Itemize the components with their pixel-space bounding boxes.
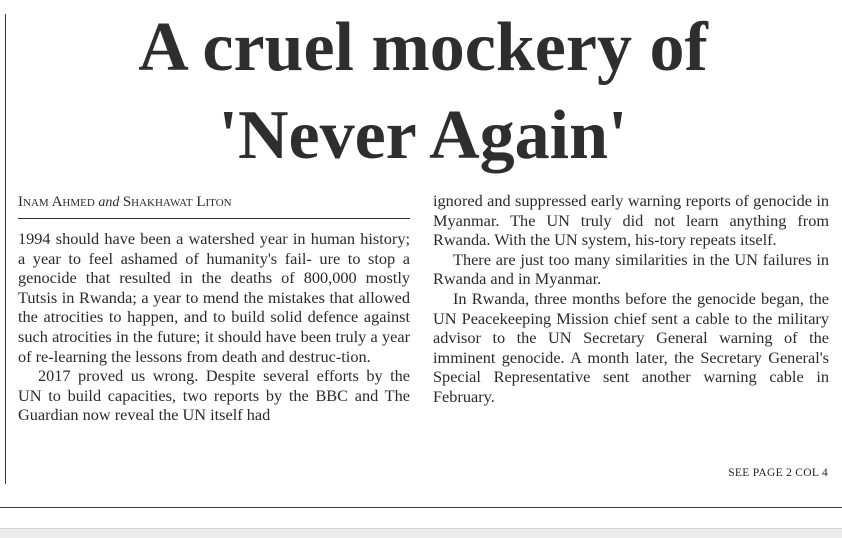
- byline-conjunction: and: [98, 195, 120, 210]
- byline-author-2: Shakhawat Liton: [122, 194, 232, 210]
- left-column-rule: [5, 14, 6, 484]
- bottom-rule: [0, 507, 842, 508]
- byline-author-1: Inam Ahmed: [18, 194, 95, 210]
- article-paragraph: ignored and suppressed early warning reports of genocide in Myanmar. The UN truly did not learn anything from Rwanda. With the UN system, his-tory repeats itself.: [433, 191, 830, 250]
- article-paragraph: 1994 should have been a watershed year in human history; a year to feel ashamed of humanity's fail- ure to stop a genocide that resulted in the deaths of 800,000 mostly Tutsis in Rwanda; a year to mend the mistakes that allowed the atrocities to happen, and to build solid defence against such atrocities in the future; it should have been truly a year of re-learning the lessons from death and destruc-tion.: [18, 229, 410, 366]
- article-paragraph: There are just too many similarities in the UN failures in Rwanda and in Myanmar.: [433, 249, 829, 289]
- headline-line-2: 'Never Again': [218, 97, 628, 174]
- article-column-2: [433, 191, 829, 407]
- headline-line-1: A cruel mockery of: [138, 9, 708, 86]
- byline: [18, 193, 410, 219]
- article-paragraph: 2017 proved us wrong. Despite several efforts by the UN to build capacities, two reports by the BBC and The Guardian now reveal the UN itself had: [18, 366, 410, 425]
- article-paragraph: In Rwanda, three months before the genocide began, the UN Peacekeeping Mission chief sent a cable to the military advisor to the UN Secretary General warning of the imminent genocide. A month later, the Secretary General's Special Representative sent another warning cable in February.: [433, 288, 830, 406]
- article-column-1: [18, 229, 410, 485]
- continuation-jump-link[interactable]: SEE PAGE 2 COL 4: [728, 467, 828, 479]
- headline: [14, 4, 832, 180]
